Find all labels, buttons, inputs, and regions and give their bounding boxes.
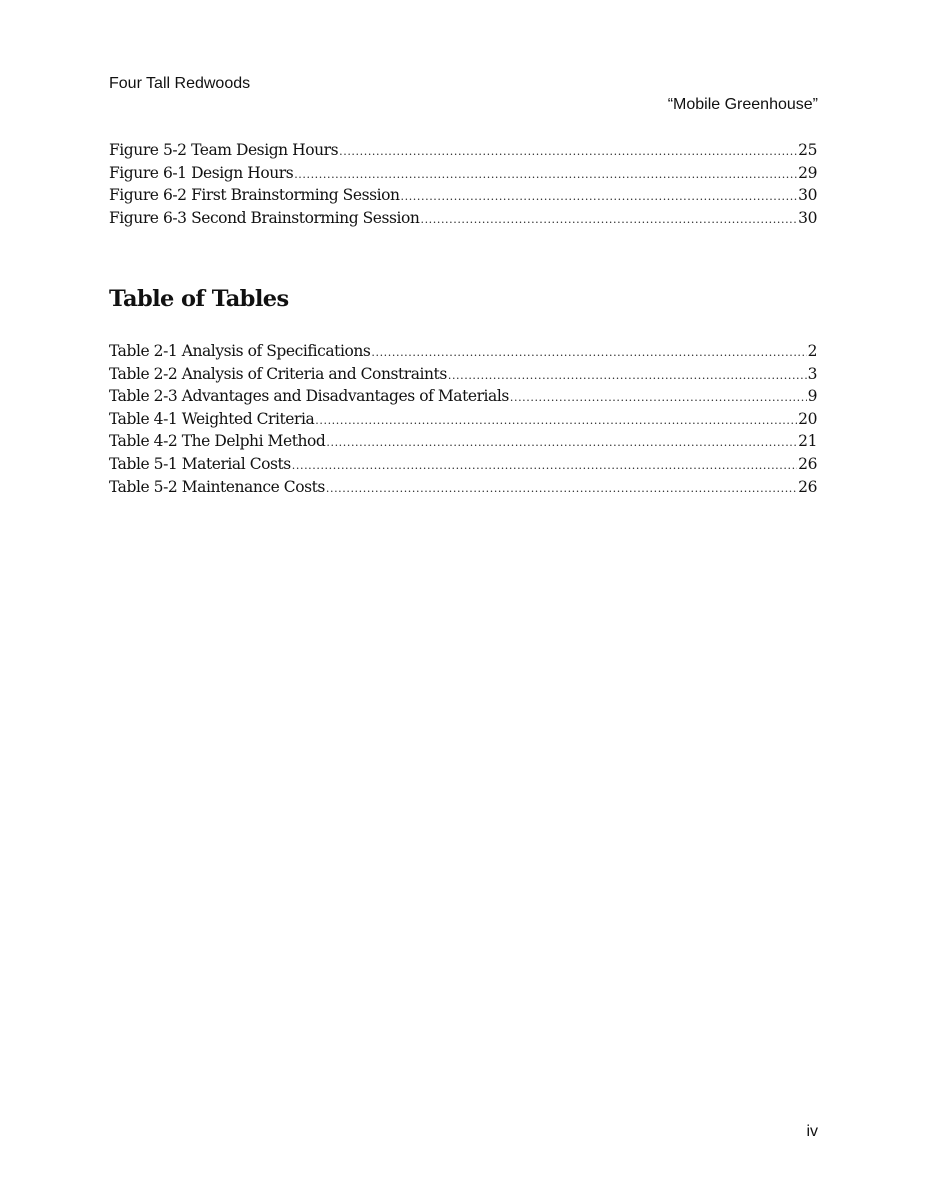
toc-entry bbox=[109, 453, 817, 476]
header-team-name: Four Tall Redwoods bbox=[109, 75, 251, 92]
toc-entry bbox=[109, 408, 817, 431]
dot-leader bbox=[292, 455, 797, 478]
toc-entry-label: Figure 6-1 Design Hours bbox=[109, 163, 294, 182]
dot-leader bbox=[339, 141, 797, 164]
toc-entry-label: Figure 6-3 Second Brainstorming Session bbox=[109, 208, 420, 227]
toc-entry-page: 2 bbox=[807, 342, 817, 360]
dot-leader bbox=[326, 432, 797, 455]
toc-entry bbox=[109, 430, 817, 453]
toc-entry bbox=[109, 385, 817, 408]
table-of-tables-list bbox=[109, 340, 817, 498]
toc-entry-label: Table 2-3 Advantages and Disadvantages of Materials bbox=[109, 387, 509, 406]
dot-leader bbox=[510, 387, 807, 410]
toc-entry-label: Table 4-1 Weighted Criteria bbox=[109, 409, 315, 428]
dot-leader bbox=[294, 164, 797, 187]
toc-entry-page: 20 bbox=[798, 409, 817, 428]
dot-leader bbox=[401, 186, 798, 209]
toc-entry-label: Table 2-2 Analysis of Criteria and Constraints bbox=[109, 364, 447, 383]
dot-leader bbox=[326, 478, 797, 501]
toc-entry bbox=[109, 162, 817, 185]
toc-entry-page: 25 bbox=[798, 141, 817, 159]
toc-entry bbox=[109, 184, 817, 207]
toc-entry-page: 3 bbox=[807, 364, 817, 383]
toc-entry-page: 30 bbox=[798, 208, 817, 227]
toc-entry bbox=[109, 207, 817, 230]
toc-entry bbox=[109, 476, 817, 499]
toc-entry-label: Table 5-1 Material Costs bbox=[109, 454, 291, 473]
dot-leader bbox=[448, 365, 807, 388]
toc-entry-page: 30 bbox=[798, 186, 817, 205]
table-of-figures-list bbox=[109, 139, 817, 229]
toc-entry-label: Table 4-2 The Delphi Method bbox=[109, 432, 326, 451]
section-heading-table-of-tables: Table of Tables bbox=[109, 286, 289, 312]
dot-leader bbox=[420, 209, 797, 232]
toc-entry-page: 26 bbox=[798, 477, 817, 496]
toc-entry-label: Figure 6-2 First Brainstorming Session bbox=[109, 186, 400, 205]
toc-entry-page: 9 bbox=[807, 387, 817, 406]
toc-entry bbox=[109, 363, 817, 386]
toc-entry bbox=[109, 340, 817, 363]
toc-entry bbox=[109, 139, 817, 162]
toc-entry-page: 26 bbox=[798, 454, 817, 473]
toc-entry-page: 29 bbox=[798, 163, 817, 182]
toc-entry-page: 21 bbox=[798, 432, 817, 451]
toc-entry-label: Figure 5-2 Team Design Hours bbox=[109, 141, 339, 159]
toc-entry-label: Table 5-2 Maintenance Costs bbox=[109, 477, 325, 496]
dot-leader bbox=[315, 410, 797, 433]
toc-entry-label: Table 2-1 Analysis of Specifications bbox=[109, 342, 371, 360]
header-project-title: “Mobile Greenhouse” bbox=[667, 96, 818, 113]
page-number: iv bbox=[806, 1123, 818, 1140]
dot-leader bbox=[371, 342, 806, 365]
